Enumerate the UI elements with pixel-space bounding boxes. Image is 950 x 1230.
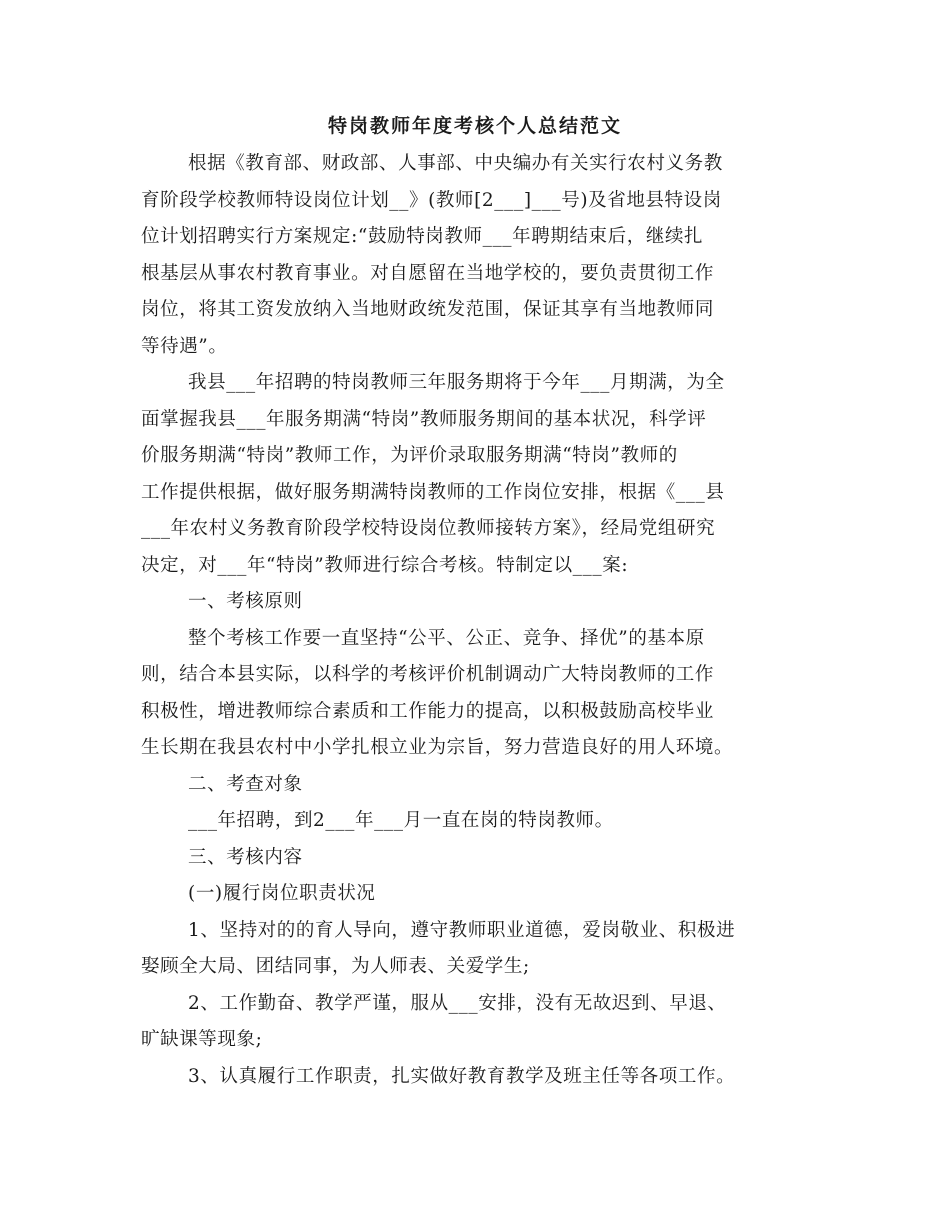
body-text-line: 根基层从事农村教育事业。对自愿留在当地学校的，要负责贯彻工作 bbox=[141, 262, 715, 284]
body-text-line: 位计划招聘实行方案规定:“鼓励特岗教师___年聘期结束后，继续扎 bbox=[141, 226, 704, 247]
body-text-line: 二、考查对象 bbox=[188, 773, 303, 795]
body-text-line: 价服务期满“特岗”教师工作，为评价录取服务期满“特岗”教师的 bbox=[141, 445, 678, 466]
body-text-line: 旷缺课等现象; bbox=[141, 1029, 263, 1050]
body-text-line: ___年农村义务教育阶段学校特设岗位教师接转方案》，经局党组研究 bbox=[141, 518, 716, 539]
body-text-line: (一)履行岗位职责状况 bbox=[188, 883, 376, 904]
body-text-line: 娶顾全大局、团结同事，为人师表、关爱学生; bbox=[141, 956, 530, 977]
body-text-line: 根据《教育部、财政部、人事部、中央编办有关实行农村义务教 bbox=[188, 153, 723, 174]
body-text-line: 积极性，增进教师综合素质和工作能力的提高，以积极鼓励高校毕业 bbox=[141, 700, 715, 722]
body-text-line: 一、考核原则 bbox=[188, 591, 303, 612]
body-text-line: 则，结合本县实际，以科学的考核评价机制调动广大特岗教师的工作 bbox=[141, 664, 715, 685]
body-text-line: ___年招聘，到2___年___月一直在岗的特岗教师。 bbox=[188, 810, 614, 831]
body-text-line: 3、认真履行工作职责，扎实做好教育教学及班主任等各项工作。 bbox=[188, 1065, 736, 1087]
body-text-line: 等待遇”。 bbox=[141, 335, 228, 357]
body-text-line: 三、考核内容 bbox=[188, 846, 303, 868]
body-text-line: 岗位，将其工资发放纳入当地财政统发范围，保证其享有当地教师同 bbox=[141, 299, 715, 320]
body-text-line: 1、坚持对的的育人导向，遵守教师职业道德，爱岗敬业、积极进 bbox=[188, 919, 736, 941]
document-title: 特岗教师年度考核个人总结范文 bbox=[327, 115, 622, 137]
body-text-line: 育阶段学校教师特设岗位计划__》(教师[2___]___号)及省地县特设岗 bbox=[141, 189, 722, 211]
body-text-line: 决定，对___年“特岗”教师进行综合考核。特制定以___案: bbox=[141, 554, 629, 576]
body-text-line: 面掌握我县___年服务期满“特岗”教师服务期间的基本状况，科学评 bbox=[141, 408, 707, 430]
body-text-line: 生长期在我县农村中小学扎根立业为宗旨，努力营造良好的用人环境。 bbox=[141, 737, 734, 758]
body-text-line: 我县___年招聘的特岗教师三年服务期将于今年___月期满，为全 bbox=[188, 372, 725, 393]
body-text-line: 工作提供根据，做好服务期满特岗教师的工作岗位安排，根据《___县 bbox=[141, 481, 725, 503]
body-text-line: 2、工作勤奋、教学严谨，服从___安排，没有无故迟到、早退、 bbox=[188, 992, 727, 1014]
document-body bbox=[141, 146, 811, 1095]
body-text-line: 整个考核工作要一直坚持“公平、公正、竞争、择优”的基本原 bbox=[188, 627, 705, 649]
